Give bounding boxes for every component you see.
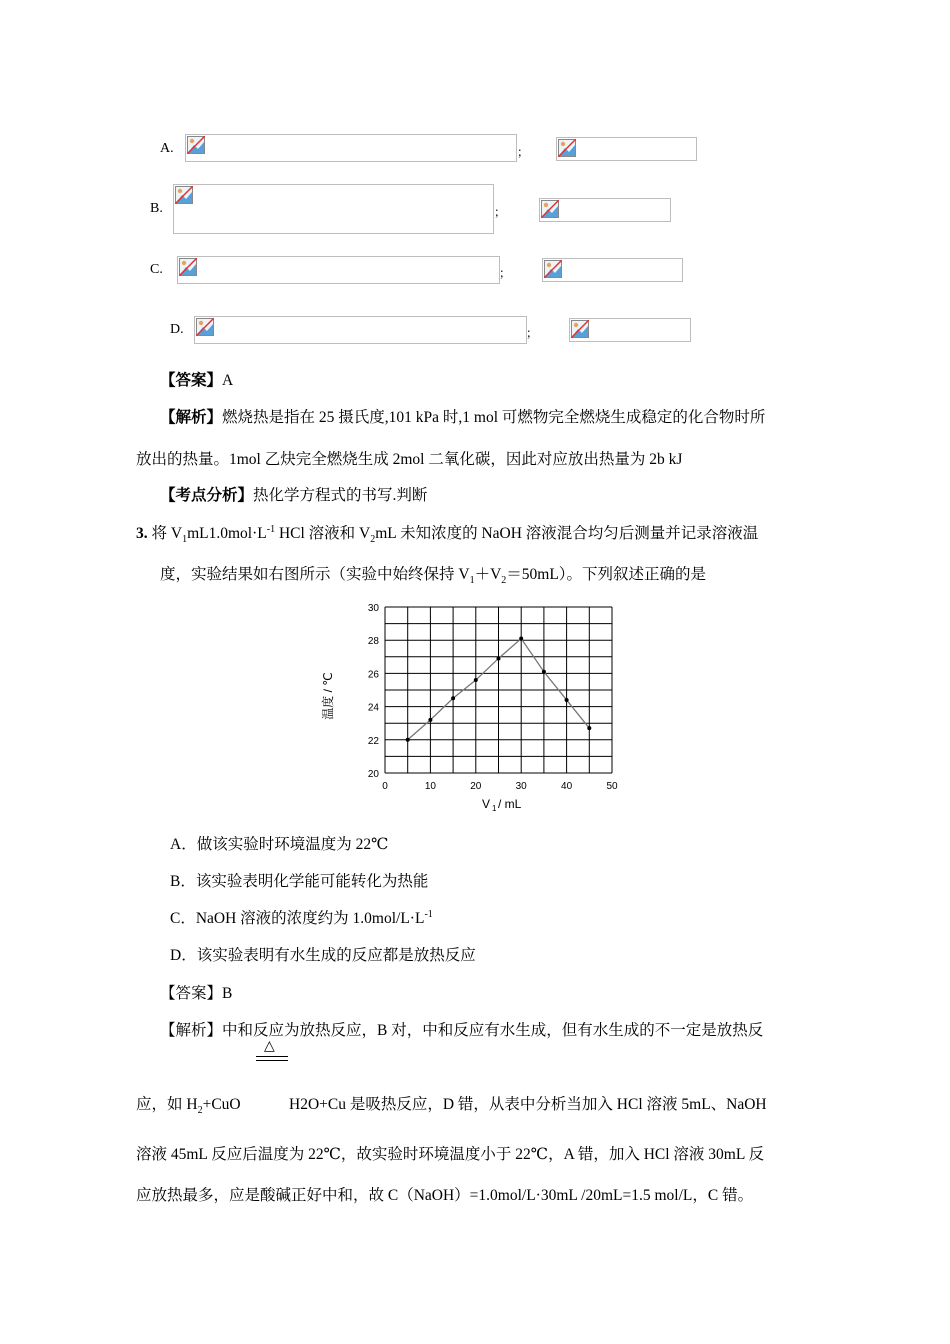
q2-analysis-line1 (160, 405, 765, 427)
q3-stem-line2 (160, 562, 706, 586)
q3-analysis-line2 (136, 1092, 241, 1116)
q3-analysis-line2-right (289, 1092, 767, 1114)
q2-analysis-text1: 燃烧热是指在 25 摄氏度,101 kPa 时,1 mol 可燃物完全燃烧生成稳定的化合物时所 (222, 409, 766, 426)
q3-stem-line1 (136, 521, 758, 545)
q3-stem-part: HCl 溶液和 V (275, 525, 371, 542)
option-d-letter: D. (170, 322, 184, 337)
q3-stem-part: mL1.0mol·L (187, 525, 267, 542)
q3-stem-sub: 1 (469, 575, 475, 587)
chart-xlabel-sub: 1 (492, 804, 497, 813)
q2-analysis-label: 【解析】 (160, 409, 223, 426)
y-tick-label: 26 (367, 669, 379, 681)
q2-answer-label: 【答案】 (160, 372, 223, 389)
x-tick-label: 10 (424, 781, 436, 792)
q3-stem-part: mL 未知浓度的 NaOH 溶液混合均匀后测量并记录溶液温 (375, 525, 759, 542)
q3-stem-part: 将 V (147, 525, 183, 542)
data-point (542, 670, 546, 674)
enthalpy-image-c (542, 258, 683, 282)
q3-option-d: D．该实验表明有水生成的反应都是放热反应 (170, 947, 476, 964)
equation-image-c (177, 256, 500, 284)
option-b-separator: ； (494, 205, 507, 219)
q3-answer (160, 981, 232, 1003)
q3-stem-sub: 2 (501, 575, 507, 587)
equation-image-a (185, 134, 517, 162)
q3-stem-part: ＝50mL）。下列叙述正确的是 (506, 566, 707, 583)
y-tick-label: 30 (367, 603, 379, 614)
chart-xlabel-unit: / mL (498, 797, 522, 811)
option-b-letter: B. (150, 201, 163, 216)
q2-answer (160, 368, 233, 390)
q2-answer-value: A (222, 372, 234, 389)
data-point (519, 637, 523, 641)
broken-image-icon (541, 200, 559, 218)
option-c-letter: C. (150, 262, 163, 277)
q3-answer-value: B (222, 985, 233, 1002)
broken-image-icon (175, 186, 193, 204)
equation-image-d (194, 316, 527, 344)
q3-analysis-part: +CuO (202, 1096, 241, 1113)
data-point (451, 696, 455, 700)
enthalpy-image-a (556, 137, 697, 161)
q3-option-c (170, 906, 433, 928)
q3-stem-part: ＋V (474, 566, 502, 583)
q3-analysis-line1 (160, 1018, 763, 1040)
broken-image-icon (558, 139, 576, 157)
q3-analysis-part: 2O+Cu 是吸热反应，D 错，从表中分析当加入 HCl 溶液 5mL、NaOH (300, 1096, 767, 1113)
option-a-separator: ； (517, 145, 530, 159)
enthalpy-image-d (569, 318, 691, 342)
data-point (474, 678, 478, 682)
q3-analysis-label: 【解析】 (160, 1022, 223, 1039)
data-point (497, 656, 501, 660)
data-point (406, 738, 410, 742)
enthalpy-image-b (539, 198, 671, 222)
x-tick-label: 0 (382, 781, 388, 792)
equals-line-bottom (256, 1060, 288, 1061)
option-d-separator: ； (526, 326, 539, 340)
q3-stem-sub: 2 (370, 534, 376, 546)
q3-stem-sub: 1 (182, 534, 188, 546)
q2-kaodian-text: 热化学方程式的书写.判断 (253, 487, 428, 504)
data-point (428, 718, 432, 722)
q3-analysis-sub: 2 (197, 1105, 203, 1117)
temperature-chart (320, 596, 630, 816)
equation-image-b (173, 184, 494, 234)
chart-ylabel: 温度 / ℃ (321, 672, 335, 720)
broken-image-icon (179, 258, 197, 276)
broken-image-icon (544, 260, 562, 278)
broken-image-icon (196, 318, 214, 336)
q2-kaodian (160, 483, 427, 505)
q3-analysis-line3: 溶液 45mL 反应后温度为 22℃，故实验时环境温度小于 22℃，A 错，加入 HCl 溶液 30mL 反 (136, 1146, 765, 1163)
option-c-separator: ； (499, 266, 512, 280)
q3-analysis-part: H (289, 1096, 301, 1113)
q2-kaodian-label: 【考点分析】 (160, 487, 254, 504)
q3-stem-part: 度，实验结果如右图所示（实验中始终保持 V (160, 566, 470, 583)
equals-line-top (256, 1056, 288, 1057)
broken-image-icon (187, 136, 205, 154)
q2-analysis-line2: 放出的热量。1mol 乙炔完全燃烧生成 2mol 二氧化碳，因此对应放出热量为 2b kJ (136, 451, 683, 468)
q3-option-b: B．该实验表明化学能可能转化为热能 (170, 873, 429, 890)
q3-option-a: A．做该实验时环境温度为 22℃ (170, 836, 389, 853)
q3-number: 3. (136, 525, 148, 542)
q3-analysis-text1: 中和反应为放热反应，B 对，中和反应有水生成，但有水生成的不一定是放热反 (222, 1022, 764, 1039)
delta-icon: △ (264, 1039, 275, 1054)
q3-analysis-part: 应，如 H (136, 1096, 198, 1113)
heating-condition-symbol (256, 1038, 288, 1062)
chart-grid (385, 607, 612, 773)
data-point (565, 698, 569, 702)
chart-xlabel-main: V (481, 797, 490, 811)
q3-option-c-sup: -1 (424, 908, 433, 920)
broken-image-icon (571, 320, 589, 338)
option-a-letter: A. (160, 141, 174, 156)
q3-answer-label: 【答案】 (160, 985, 223, 1002)
q3-stem-sup: -1 (266, 523, 276, 535)
y-tick-label: 24 (367, 702, 379, 714)
q3-option-c-text: C．NaOH 溶液的浓度约为 1.0mol/L·L (170, 910, 425, 927)
x-tick-label: 40 (561, 781, 573, 792)
x-tick-label: 30 (515, 781, 527, 792)
y-tick-label: 22 (367, 735, 379, 747)
y-tick-label: 20 (367, 769, 379, 780)
data-point (587, 726, 591, 730)
x-tick-label: 20 (470, 781, 482, 792)
x-tick-label: 50 (606, 781, 618, 792)
q3-analysis-line4: 应放热最多，应是酸碱正好中和，故 C（NaOH）=1.0mol/L·30mL /20mL=1.5 mol/L，C 错。 (136, 1187, 754, 1204)
chart-tick-labels (368, 603, 618, 792)
y-tick-label: 28 (367, 636, 379, 648)
